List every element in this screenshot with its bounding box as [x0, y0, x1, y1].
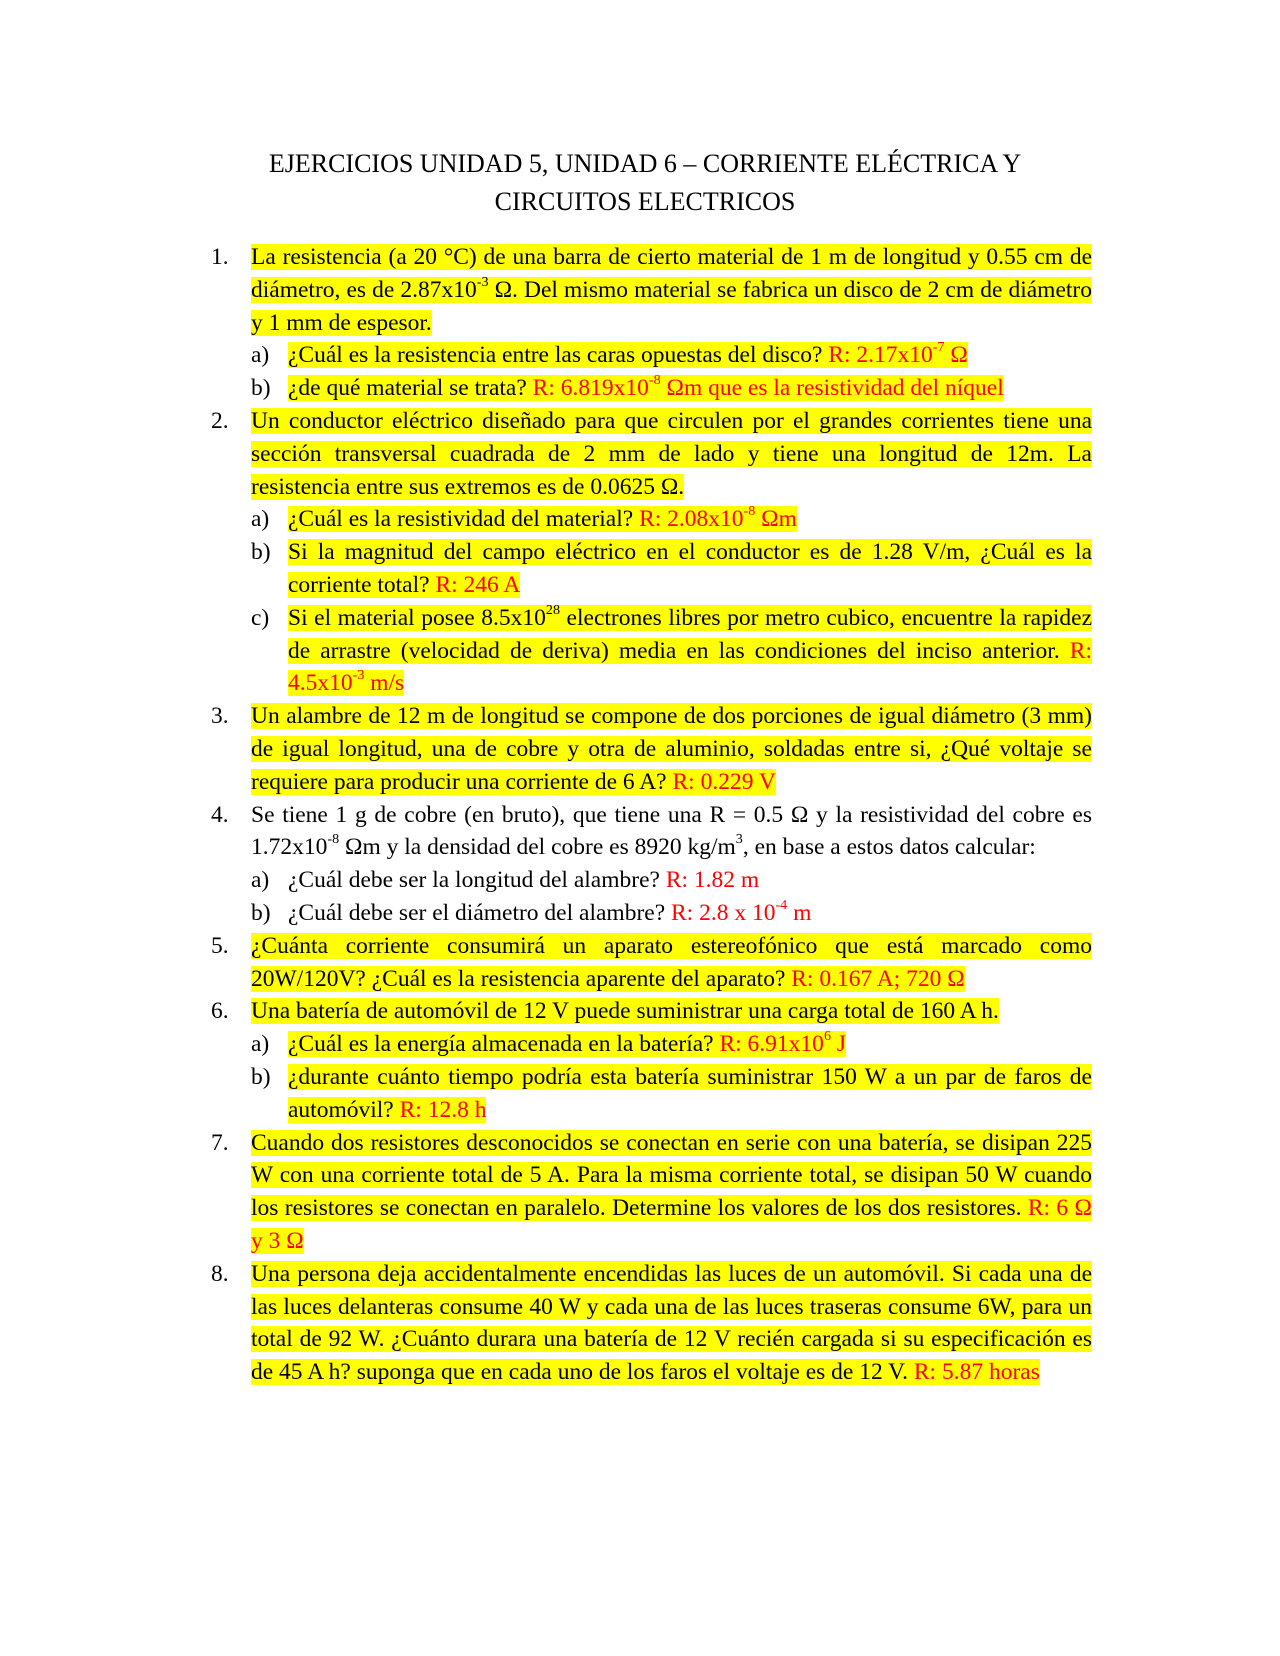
part-text: ¿Cuál debe ser el diámetro del alambre? R: 2.8 x $10^{-4}$ m — [288, 897, 812, 926]
answer: R: $2.08x10^{-8}$ Ωm — [639, 503, 797, 533]
answer: R: 2.8 x $10^{-4}$ m — [671, 897, 812, 926]
answer: R: $4.5x10^{-3}$ m/s — [288, 637, 1092, 697]
part-letter: c) — [251, 604, 270, 631]
exercise-6-part-a — [211, 1028, 1092, 1061]
exercise-1-part-b — [211, 372, 1092, 405]
part-text: ¿de qué material se trata? R: $6.819x10^{-8}$ Ωm que es la resistividad del níquel — [288, 372, 1004, 402]
part-text: Si la magnitud del campo eléctrico en el conductor es de 1.28 V/m, ¿Cuál es la corriente total? R: 246 A — [288, 539, 1092, 598]
exercise-text: La resistencia (a 20 °C) de una barra de cierto material de 1 m de longitud y 0.55 cm de diámetro, es de $2.87x10^{-3}$ Ω. Del mismo material se fabrica un disco de 2 cm de diámetro y 1 mm de espesor. — [251, 244, 1092, 336]
part-text: Si el material posee $8.5x10^{28}$ electrones libres por metro cubico, encuentre la rapidez de arrastre (velocidad de deriva) media en las condiciones del inciso anterior. R: $4.5x10^{-3}$ m/s — [288, 601, 1092, 697]
exercise-text: Se tiene 1 g de cobre (en bruto), que tiene una R = 0.5 Ω y la resistividad del cobre es $1.72x10^{-8}$ Ωm y la densidad del cobre es 8920 $kg/m^3$, en base a estos datos calcular: — [251, 801, 1092, 861]
document-title — [200, 145, 1090, 221]
answer: R: 0.229 V — [672, 768, 776, 795]
exercise-2-part-b — [211, 536, 1092, 602]
exercise-text: Un alambre de 12 m de longitud se compone de dos porciones de igual diámetro (3 mm) de igual longitud, una de cobre y otra de aluminio, soldadas entre si, ¿Qué voltaje se requiere para producir una corriente de 6 A? R: 0.229 V — [251, 703, 1092, 795]
answer: R: 12.8 h — [399, 1096, 487, 1123]
answer: R: 246 A — [435, 571, 521, 598]
exercise-2-part-a — [211, 503, 1092, 536]
part-letter: a) — [251, 1031, 270, 1058]
exercise-number: 5. — [211, 932, 229, 959]
exercise-3 — [211, 700, 1092, 798]
exercise-text: Una persona deja accidentalmente encendidas las luces de un automóvil. Si cada una de las luces delanteras consume 40 W y cada una de las luces traseras consume 6W, para un total de 92 W. ¿Cuánto durara una batería de 12 V recién cargada si su especificación es de 45 A h? suponga que en cada uno de los faros el voltaje es de 12 V. R: 5.87 horas — [251, 1260, 1092, 1386]
exercise-number: 2. — [211, 407, 229, 434]
part-letter: a) — [251, 506, 270, 533]
exercise-text: Un conductor eléctrico diseñado para que circulen por el grandes corrientes tiene una sección transversal cuadrada de 2 mm de lado y tiene una longitud de 12m. La resistencia entre sus extremos es de 0.0625 Ω. — [251, 407, 1092, 500]
exercise-2-part-c — [211, 602, 1092, 700]
exercise-number: 8. — [211, 1260, 229, 1287]
answer: R: $2.17x10^{-7}$ Ω — [828, 339, 968, 369]
exercise-6-part-b — [211, 1061, 1092, 1127]
exercise-list — [211, 241, 1092, 1389]
part-letter: b) — [251, 1063, 271, 1090]
part-letter: b) — [251, 899, 271, 926]
part-letter: a) — [251, 342, 270, 369]
part-text: ¿Cuál es la resistencia entre las caras opuestas del disco? R: $2.17x10^{-7}$ Ω — [288, 339, 968, 369]
exercise-text: Cuando dos resistores desconocidos se conectan en serie con una batería, se disipan 225 W con una corriente total de 5 A. Para la misma corriente total, se disipan 50 W cuando los resistores se conectan en paralelo. Determine los valores de los dos resistores. R: 6 Ω y 3 Ω — [251, 1129, 1092, 1254]
exercise-4-part-b — [211, 897, 1092, 930]
answer: R: $6.819x10^{-8}$ Ωm que es la resistividad del níquel — [532, 372, 1004, 402]
exercise-1 — [211, 241, 1092, 339]
exercise-8 — [211, 1258, 1092, 1389]
answer: R: 0.167 A; 720 Ω — [791, 965, 965, 992]
part-letter: a) — [251, 867, 270, 894]
exercise-1-part-a — [211, 339, 1092, 372]
exercise-5 — [211, 930, 1092, 996]
title-line-1: EJERCICIOS UNIDAD 5, UNIDAD 6 – CORRIENTE ELÉCTRICA Y — [268, 149, 1022, 178]
part-text: ¿durante cuánto tiempo podría esta batería suministrar 150 W a un par de faros de automóvil? R: 12.8 h — [288, 1063, 1092, 1123]
exercise-number: 4. — [211, 801, 229, 828]
exercise-number: 3. — [211, 703, 229, 730]
part-text: ¿Cuál debe ser la longitud del alambre? R: 1.82 m — [288, 867, 760, 894]
answer: R: 6 Ω y 3 Ω — [251, 1195, 1092, 1254]
answer: R: 5.87 horas — [913, 1359, 1040, 1386]
answer: R: 1.82 m — [665, 867, 760, 894]
exercise-6 — [211, 995, 1092, 1028]
exercise-number: 1. — [211, 244, 229, 270]
answer: R: $6.91x10^6$ J — [719, 1028, 847, 1058]
exercise-number: 6. — [211, 998, 229, 1025]
part-letter: b) — [251, 375, 271, 402]
exercise-text: Una batería de automóvil de 12 V puede suministrar una carga total de 160 A h. — [251, 998, 999, 1025]
exercise-7 — [211, 1127, 1092, 1258]
exercise-number: 7. — [211, 1129, 229, 1156]
part-text: ¿Cuál es la energía almacenada en la batería? R: $6.91x10^6$ J — [288, 1028, 847, 1058]
part-letter: b) — [251, 539, 271, 566]
exercise-2 — [211, 405, 1092, 503]
title-line-2: CIRCUITOS ELECTRICOS — [494, 187, 796, 216]
exercise-4 — [211, 799, 1092, 865]
exercise-4-part-a — [211, 864, 1092, 897]
exercise-text: ¿Cuánta corriente consumirá un aparato estereofónico que está marcado como 20W/120V? ¿Cuál es la resistencia aparente del aparato? R: 0.167 A; 720 Ω — [251, 932, 1092, 992]
part-text: ¿Cuál es la resistividad del material? R: $2.08x10^{-8}$ Ωm — [288, 503, 797, 533]
